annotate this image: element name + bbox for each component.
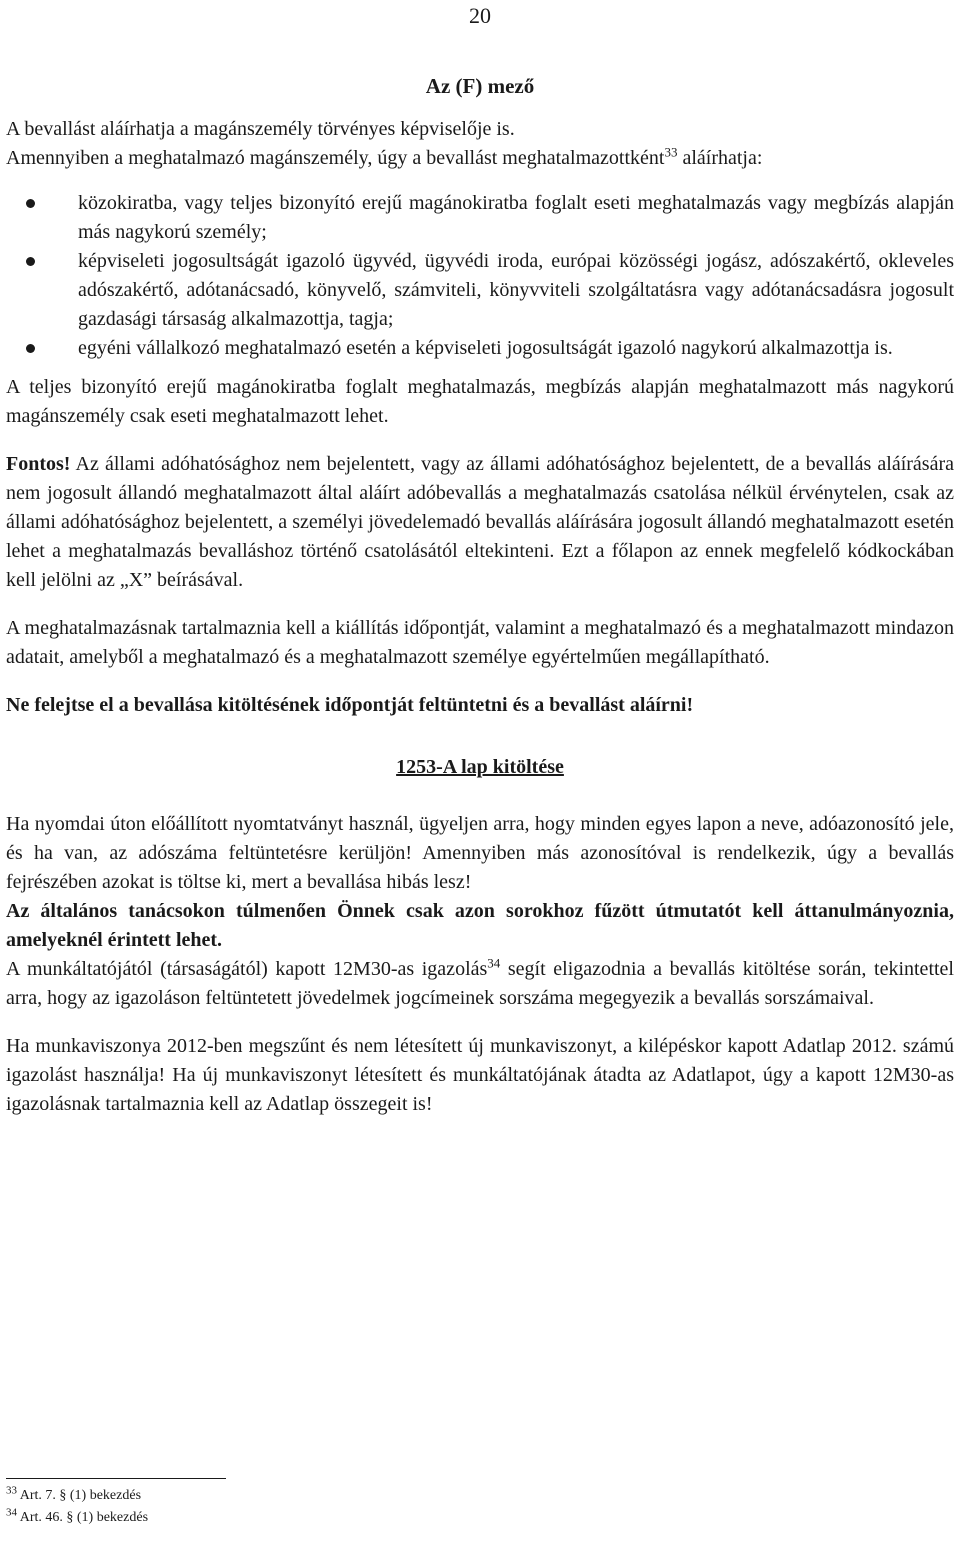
- list-item-text: egyéni vállalkozó meghatalmazó esetén a képviseleti jogosultságát igazoló nagykorú alkalmazottja is.: [78, 337, 893, 359]
- footnotes: [6, 1478, 954, 1529]
- footnote: [6, 1485, 954, 1507]
- page-number: 20: [469, 3, 491, 28]
- list-item: [6, 247, 954, 334]
- bullet-icon: [26, 257, 35, 266]
- footnote-text: Art. 7. § (1) bekezdés: [19, 1488, 142, 1503]
- footnote-ref-33: 33: [664, 144, 678, 160]
- subsection-title: 1253-A lap kitöltése: [396, 756, 564, 778]
- signer-list: [6, 189, 954, 363]
- important-label: Fontos!: [6, 453, 71, 475]
- authorization-paragraph: [6, 144, 954, 173]
- important-text: Az állami adóhatósághoz nem bejelentett, vagy az állami adóhatósághoz bejelentett, de a bevallás aláírására nem jogosult állandó meghatalmazott által aláírt adóbevallás a meghatalmazás csatolása nélkül érvénytelen, csak az állami adóhatósághoz bejelentett, a személyi jövedelemadó bevallás aláírására jogosult állandó meghatalmazott esetén lehet a meghatalmazás bevalláshoz történő csatolásától eltekinteni. Ezt a főlapon az ennek megfelelő kódkockában kell jelölni az „X” beírásával.: [6, 453, 954, 591]
- page-content: [6, 72, 954, 1119]
- general-advice-paragraph: Az általános tanácsokon túlmenően Önnek csak azon sorokhoz fűzött útmutatót kell áttanulmányoznia, amelyeknél érintett lehet.: [6, 900, 954, 951]
- footnote-number: 34: [6, 1506, 17, 1519]
- authorization-tail: aláírhatja:: [682, 147, 763, 169]
- footnote-number: 33: [6, 1484, 17, 1497]
- important-paragraph: [6, 450, 954, 595]
- reminder-paragraph: Ne felejtse el a bevallása kitöltésének időpontját feltüntetni és a bevallást aláírni!: [6, 694, 694, 716]
- certificate-paragraph: [6, 955, 954, 1013]
- section-title: Az (F) mező: [425, 74, 535, 98]
- certificate-text: A munkáltatójától (társaságától) kapott 12M30-as igazolás: [6, 958, 488, 980]
- footnote-text: Art. 46. § (1) bekezdés: [19, 1510, 149, 1525]
- authorization-text: Amennyiben a meghatalmazó magánszemély, úgy a bevallást meghatalmazottként: [6, 147, 665, 169]
- intro-paragraph: A bevallást aláírhatja a magánszemély törvényes képviselője is.: [6, 118, 515, 140]
- footnote-divider: [6, 1478, 226, 1479]
- footnote-ref-34: 34: [487, 955, 501, 971]
- list-item: [6, 189, 954, 247]
- list-item-text: képviseleti jogosultságát igazoló ügyvéd, ügyvédi iroda, európai közösségi jogász, adószakértő, okleveles adószakértő, adótanácsadó, könyvelő, számviteli, könyvviteli szolgáltatásra vagy adótanácsadásra jogosult gazdasági társaság alkalmazottja, tagja;: [78, 250, 954, 330]
- bullet-icon: [26, 199, 35, 208]
- authorization-content-paragraph: A meghatalmazásnak tartalmaznia kell a kiállítás időpontját, valamint a meghatalmazó és a meghatalmazott mindazon adatait, amelyből a meghatalmazó és a meghatalmazott személye egyértelműen megállapítható.: [6, 617, 954, 668]
- list-item-text: közokiratba, vagy teljes bizonyító erejű magánokiratba foglalt eseti meghatalmazás vagy megbízás alapján más nagykorú személy;: [78, 192, 954, 243]
- bullet-icon: [26, 344, 35, 353]
- footnote: [6, 1507, 954, 1529]
- printed-form-paragraph: Ha nyomdai úton előállított nyomtatványt használ, ügyeljen arra, hogy minden egyes lapon a neve, adóazonosító jele, és ha van, az adószáma feltüntetésre kerüljön! Amennyiben más azonosítóval is rendelkezik, úgy a bevallás fejrészében azokat is töltse ki, mert a bevallása hibás lesz!: [6, 813, 954, 893]
- certificate-text-continued: segít eligazodnia a bevallás kitöltése során, tekintettel arra, hogy az igazoláson feltüntetett jövedelmek jogcímeinek sorszáma megegyezik a bevallás sorszámaival.: [6, 958, 954, 1009]
- employment-paragraph: Ha munkaviszonya 2012-ben megszűnt és nem létesített új munkaviszonyt, a kilépéskor kapott Adatlap 2012. számú igazolást használja! Ha új munkaviszonyt létesített és munkáltatójának átadta az Adatlapot, úgy a kapott 12M30-as igazolásnak tartalmaznia kell az Adatlap összegeit is!: [6, 1035, 954, 1115]
- occasional-proxy-paragraph: A teljes bizonyító erejű magánokiratba foglalt meghatalmazás, megbízás alapján meghatalmazott más nagykorú magánszemély csak eseti meghatalmazott lehet.: [6, 376, 954, 427]
- list-item: [6, 334, 954, 363]
